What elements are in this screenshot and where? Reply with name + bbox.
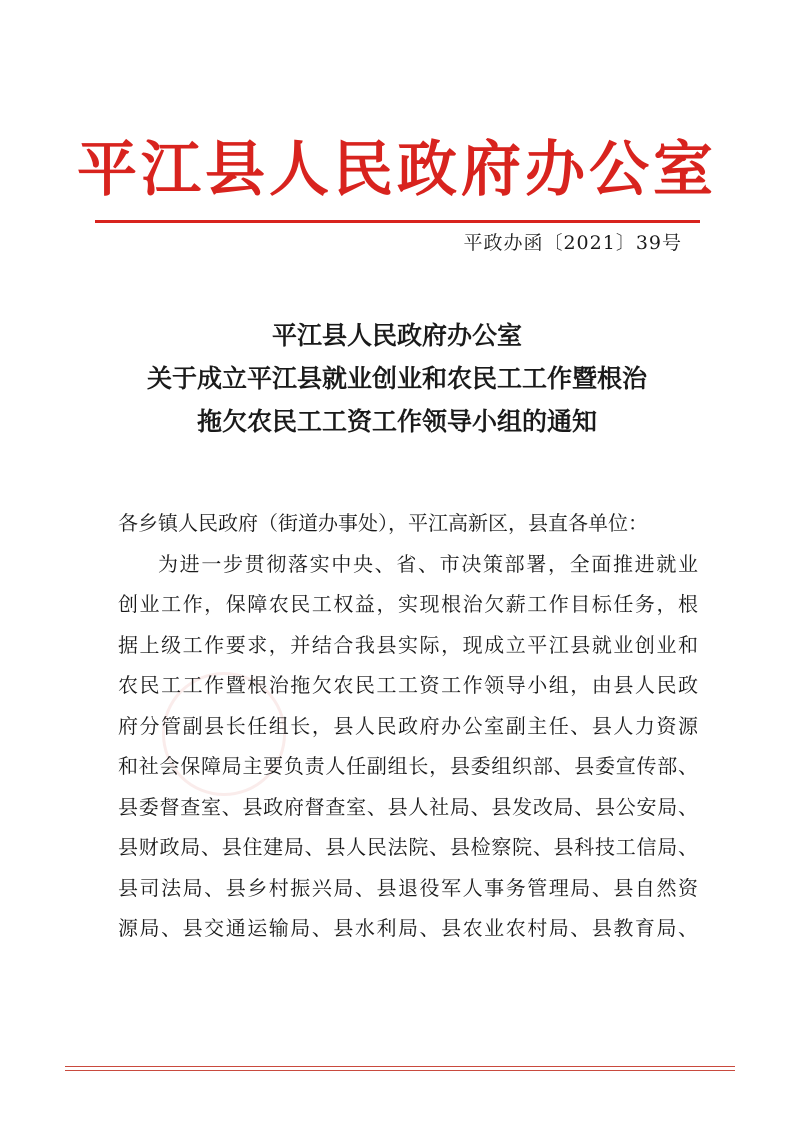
paragraph-line: 和社会保障局主要负责人任副组长，县委组织部、县委宣传部、 [118,754,698,778]
title-line: 平江县人民政府办公室 [271,321,522,350]
document-body [118,503,698,949]
footer-divider [65,1070,735,1071]
paragraph-line: 县财政局、县住建局、县人民法院、县检察院、县科技工信局、 [118,835,698,859]
footer-divider [65,1066,735,1067]
document-number: 平政办函〔2021〕39号 [463,232,682,254]
paragraph-line: 农民工工作暨根治拖欠农民工工资工作领导小组，由县人民政 [118,673,698,697]
paragraph-line: 创业工作，保障农民工权益，实现根治欠薪工作目标任务，根 [118,592,698,616]
paragraph-line: 据上级工作要求，并结合我县实际，现成立平江县就业创业和 [118,632,698,657]
masthead-title: 平江县人民政府办公室 [77,135,717,205]
paragraph-line: 源局、县交通运输局、县水利局、县农业农村局、县教育局、 [118,916,698,940]
title-line: 拖欠农民工工资工作领导小组的通知 [196,407,597,436]
paragraph-line: 县委督查室、县政府督查室、县人社局、县发改局、县公安局、 [118,794,698,819]
masthead-divider [95,220,700,223]
paragraph-line: 府分管副县长任组长，县人民政府办公室副主任、县人力资源 [118,713,698,738]
document-title [0,314,794,443]
salutation: 各乡镇人民政府（街道办事处），平江高新区，县直各单位： [118,511,648,535]
paragraph-line: 县司法局、县乡村振兴局、县退役军人事务管理局、县自然资 [118,875,698,900]
paragraph-line: 为进一步贯彻落实中央、省、市决策部署，全面推进就业 [158,551,698,576]
title-line: 关于成立平江县就业创业和农民工工作暨根治 [146,364,647,393]
